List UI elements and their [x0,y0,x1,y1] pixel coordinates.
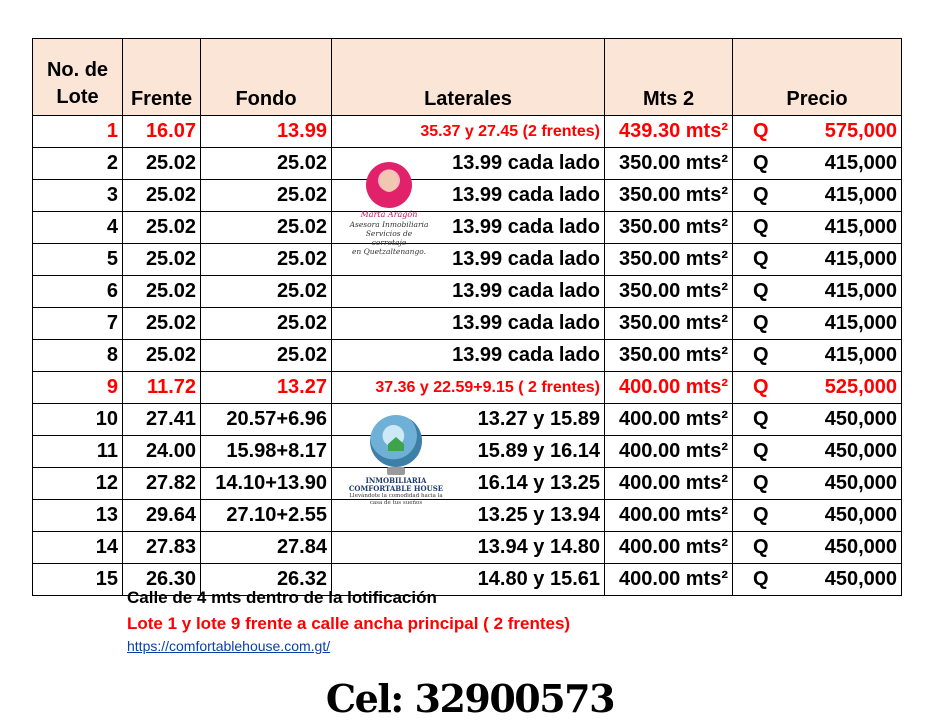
frente-cell: 27.83 [123,532,201,564]
fondo-cell: 14.10+13.90 [201,468,332,500]
currency-cell: Q [733,372,773,404]
frente-cell: 25.02 [123,340,201,372]
frente-cell: 25.02 [123,148,201,180]
precio-cell: 415,000 [773,148,902,180]
lote-cell: 8 [33,340,123,372]
agent-role-line3: en Quetzaltenango. [351,247,427,256]
mts-cell: 400.00 mts² [605,500,733,532]
mts-cell: 400.00 mts² [605,436,733,468]
laterales-cell: 13.99 cada lado [332,340,605,372]
bulb-base-icon [387,467,405,475]
mts-cell: 400.00 mts² [605,404,733,436]
lote-cell: 10 [33,404,123,436]
website-link[interactable]: https://comfortablehouse.com.gt/ [127,638,331,654]
header-frente: Frente [123,39,201,116]
agent-role-line1: Asesora Inmobiliaria [349,220,429,229]
lote-cell: 7 [33,308,123,340]
lote-cell: 5 [33,244,123,276]
currency-cell: Q [733,148,773,180]
currency-cell: Q [733,468,773,500]
table-row [33,532,902,564]
frente-cell: 24.00 [123,436,201,468]
lote-cell: 12 [33,468,123,500]
currency-cell: Q [733,116,773,148]
frente-cell: 25.02 [123,244,201,276]
table-row [33,148,902,180]
house-bulb-icon [370,415,422,467]
table-row [33,276,902,308]
fondo-cell: 20.57+6.96 [201,404,332,436]
header-precio: Precio [733,39,902,116]
laterales-cell: 13.99 cada lado [332,212,605,244]
fondo-cell: 26.32 [201,564,332,596]
notes [127,588,570,656]
table-row [33,340,902,372]
fondo-cell: 25.02 [201,212,332,244]
note-street: Calle de 4 mts dentro de la lotificación [127,588,437,607]
table-row [33,244,902,276]
table-row [33,436,902,468]
laterales-cell: 35.37 y 27.45 (2 frentes) [332,116,605,148]
precio-cell: 450,000 [773,500,902,532]
header-laterales: Laterales [332,39,605,116]
lote-cell: 15 [33,564,123,596]
frente-cell: 11.72 [123,372,201,404]
laterales-cell: 13.99 cada lado [332,308,605,340]
currency-cell: Q [733,340,773,372]
cel-phone: Cel: 32900573 [325,676,615,721]
header-fondo: Fondo [201,39,332,116]
currency-cell: Q [733,500,773,532]
fondo-cell: 25.02 [201,308,332,340]
frente-cell: 27.82 [123,468,201,500]
company-name-line2: COMFORTABLE HOUSE [348,484,444,493]
table-header-row [33,39,902,116]
fondo-cell: 25.02 [201,340,332,372]
company-slogan-line2: casa de tus sueños [369,500,423,506]
table-row [33,404,902,436]
laterales-cell: 37.36 y 22.59+9.15 ( 2 frentes) [332,372,605,404]
frente-cell: 25.02 [123,212,201,244]
fondo-cell: 13.99 [201,116,332,148]
precio-cell: 415,000 [773,340,902,372]
agent-role-line2: Servicios de corretaje [365,229,413,247]
price-sheet [32,38,902,596]
frente-cell: 26.30 [123,564,201,596]
mts-cell: 350.00 mts² [605,276,733,308]
currency-cell: Q [733,532,773,564]
fondo-cell: 15.98+8.17 [201,436,332,468]
lote-cell: 13 [33,500,123,532]
laterales-cell: 13.99 cada lado [332,244,605,276]
mts-cell: 350.00 mts² [605,308,733,340]
laterales-cell: 13.99 cada lado [332,276,605,308]
fondo-cell: 27.84 [201,532,332,564]
laterales-cell: 14.80 y 15.61 [332,564,605,596]
laterales-cell: 15.89 y 16.14 [332,436,605,468]
fondo-cell: 25.02 [201,276,332,308]
table-row [33,500,902,532]
precio-cell: 450,000 [773,532,902,564]
table-row [33,116,902,148]
table-row [33,468,902,500]
fondo-cell: 25.02 [201,148,332,180]
header-lote: No. de Lote [33,39,123,116]
currency-cell: Q [733,180,773,212]
mts-cell: 400.00 mts² [605,468,733,500]
fondo-cell: 25.02 [201,244,332,276]
precio-cell: 450,000 [773,468,902,500]
mts-cell: 400.00 mts² [605,372,733,404]
lote-cell: 2 [33,148,123,180]
laterales-cell: 13.27 y 15.89 [332,404,605,436]
table-row [33,372,902,404]
mts-cell: 400.00 mts² [605,564,733,596]
lots-table [32,38,902,596]
currency-cell: Q [733,308,773,340]
lote-cell: 4 [33,212,123,244]
precio-cell: 415,000 [773,276,902,308]
company-logo [346,415,446,507]
header-mts: Mts 2 [605,39,733,116]
lote-cell: 1 [33,116,123,148]
currency-cell: Q [733,244,773,276]
lote-cell: 6 [33,276,123,308]
frente-cell: 16.07 [123,116,201,148]
laterales-cell: 16.14 y 13.25 [332,468,605,500]
precio-cell: 525,000 [773,372,902,404]
lote-cell: 9 [33,372,123,404]
currency-cell: Q [733,212,773,244]
mts-cell: 400.00 mts² [605,532,733,564]
precio-cell: 450,000 [773,404,902,436]
table-row [33,212,902,244]
agent-photo [366,162,412,208]
precio-cell: 575,000 [773,116,902,148]
table-row [33,180,902,212]
lote-cell: 11 [33,436,123,468]
currency-cell: Q [733,276,773,308]
currency-cell: Q [733,436,773,468]
fondo-cell: 25.02 [201,180,332,212]
mts-cell: 439.30 mts² [605,116,733,148]
lots-body [33,116,902,596]
frente-cell: 25.02 [123,276,201,308]
agent-name: Marta Aragón [360,210,418,219]
frente-cell: 29.64 [123,500,201,532]
table-row [33,308,902,340]
precio-cell: 450,000 [773,564,902,596]
mts-cell: 350.00 mts² [605,212,733,244]
laterales-cell: 13.99 cada lado [332,148,605,180]
currency-cell: Q [733,564,773,596]
mts-cell: 350.00 mts² [605,148,733,180]
precio-cell: 450,000 [773,436,902,468]
currency-cell: Q [733,404,773,436]
precio-cell: 415,000 [773,212,902,244]
agent-badge [348,162,430,256]
lote-cell: 3 [33,180,123,212]
company-name-line1: INMOBILIARIA [365,476,427,485]
frente-cell: 25.02 [123,180,201,212]
frente-cell: 25.02 [123,308,201,340]
mts-cell: 350.00 mts² [605,180,733,212]
frente-cell: 27.41 [123,404,201,436]
note-frontage: Lote 1 y lote 9 frente a calle ancha principal ( 2 frentes) [127,614,571,633]
laterales-cell: 13.94 y 14.80 [332,532,605,564]
company-slogan-line1: Llevándote la comodidad hacia la [349,493,443,499]
laterales-cell: 13.99 cada lado [332,180,605,212]
fondo-cell: 27.10+2.55 [201,500,332,532]
precio-cell: 415,000 [773,244,902,276]
lote-cell: 14 [33,532,123,564]
fondo-cell: 13.27 [201,372,332,404]
precio-cell: 415,000 [773,308,902,340]
precio-cell: 415,000 [773,180,902,212]
mts-cell: 350.00 mts² [605,244,733,276]
laterales-cell: 13.25 y 13.94 [332,500,605,532]
mts-cell: 350.00 mts² [605,340,733,372]
